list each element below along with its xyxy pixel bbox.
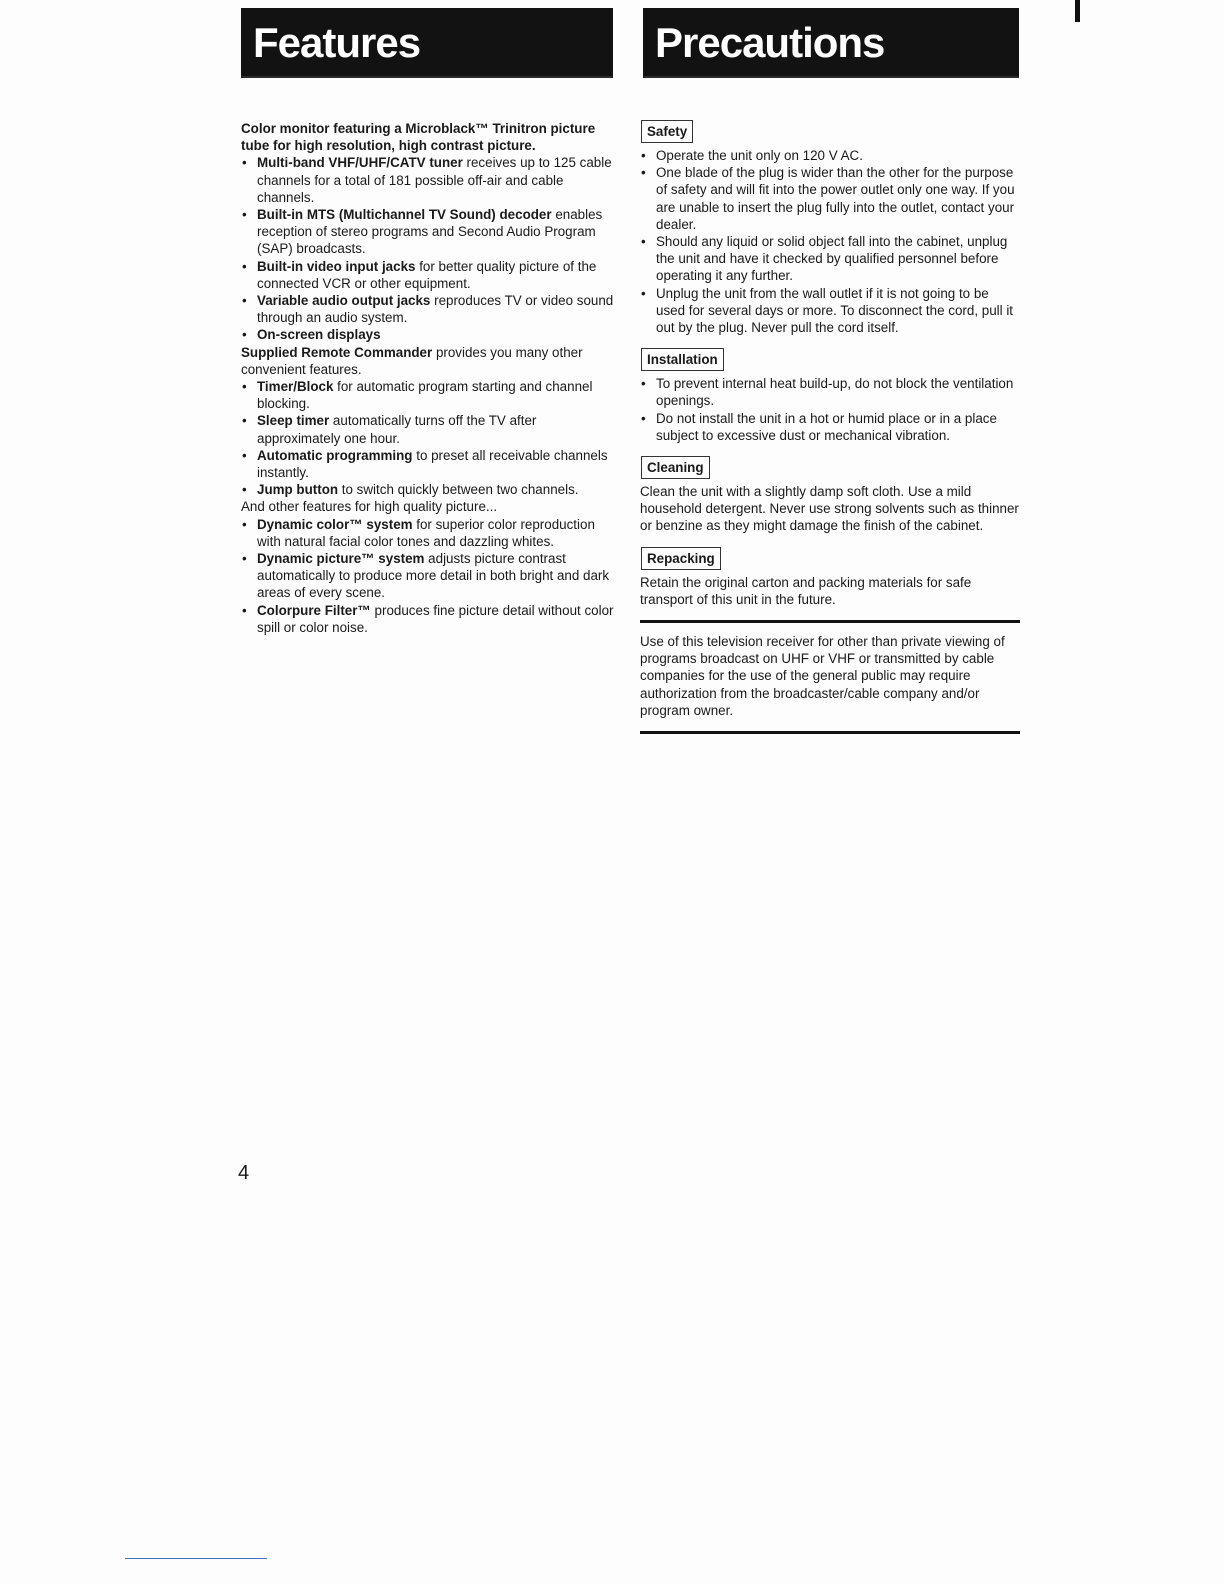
repacking-section xyxy=(640,547,1020,608)
installation-label: Installation xyxy=(641,348,724,371)
safety-list xyxy=(640,147,1020,336)
list-item: • Dynamic picture™ system adjusts picture contrast automatically to produce more detail in both bright and dark areas of every scene. xyxy=(241,550,616,602)
list-item: • One blade of the plug is wider than the other for the purpose of safety and will fit into the power outlet only one way. If you are unable to insert the plug fully into the outlet, contact your dealer. xyxy=(640,164,1020,233)
cleaning-section xyxy=(640,456,1020,535)
bottom-rule xyxy=(125,1558,267,1559)
safety-section xyxy=(640,120,1020,336)
features-list-picture xyxy=(241,516,616,636)
features-list-tuner xyxy=(241,154,616,343)
features-heading: Features xyxy=(241,8,613,78)
list-item: • Variable audio output jacks reproduces TV or video sound through an audio system. xyxy=(241,292,616,326)
page-number: 4 xyxy=(238,1162,250,1184)
list-item: • Unplug the unit from the wall outlet if it is not going to be used for several days or more. To disconnect the cord, pull it out by the plug. Never pull the cord itself. xyxy=(640,285,1020,337)
remote-intro: Supplied Remote Commander provides you many other convenient features. xyxy=(241,344,583,377)
notice-text: Use of this television receiver for other than private viewing of programs broadcast on UHF or VHF or transmitted by cable companies for the use of the general public may require authorization from the broadcaster/cable company and/or program owner. xyxy=(640,634,1005,718)
list-item: • Built-in video input jacks for better quality picture of the connected VCR or other equipment. xyxy=(241,258,616,292)
installation-list xyxy=(640,375,1020,444)
list-item: • Do not install the unit in a hot or humid place or in a place subject to excessive dust or mechanical vibration. xyxy=(640,410,1020,444)
features-list-remote xyxy=(241,378,616,498)
installation-section xyxy=(640,348,1020,444)
repacking-text: Retain the original carton and packing materials for safe transport of this unit in the future. xyxy=(640,574,972,607)
other-features-intro: And other features for high quality picture... xyxy=(241,499,498,515)
list-item: • Dynamic color™ system for superior color reproduction with natural facial color tones and dazzling whites. xyxy=(241,516,616,550)
list-item: • Operate the unit only on 120 V AC. xyxy=(640,147,1020,164)
list-item: • Jump button to switch quickly between two channels. xyxy=(241,481,616,498)
list-item: • On-screen displays xyxy=(241,326,616,343)
precautions-column xyxy=(640,120,1020,734)
page-edge-mark xyxy=(1075,0,1080,22)
safety-label: Safety xyxy=(641,120,693,143)
broadcast-notice xyxy=(640,620,1020,734)
repacking-label: Repacking xyxy=(641,547,721,570)
cleaning-label: Cleaning xyxy=(641,456,710,479)
list-item: • Multi-band VHF/UHF/CATV tuner receives up to 125 cable channels for a total of 181 possible off-air and cable channels. xyxy=(241,154,616,206)
list-item: • Colorpure Filter™ produces fine picture detail without color spill or color noise. xyxy=(241,602,616,636)
precautions-heading: Precautions xyxy=(643,8,1019,78)
list-item: • Sleep timer automatically turns off the TV after approximately one hour. xyxy=(241,412,616,446)
features-intro: Color monitor featuring a Microblack™ Trinitron picture tube for high resolution, high contrast picture. xyxy=(241,121,596,154)
cleaning-text: Clean the unit with a slightly damp soft cloth. Use a mild household detergent. Never use strong solvents such as thinner or benzine as they might damage the finish of the cabinet. xyxy=(640,484,1019,534)
list-item: • Automatic programming to preset all receivable channels instantly. xyxy=(241,447,616,481)
list-item: • To prevent internal heat build-up, do not block the ventilation openings. xyxy=(640,375,1020,409)
list-item: • Should any liquid or solid object fall into the cabinet, unplug the unit and have it checked by qualified personnel before operating it any further. xyxy=(640,233,1020,285)
list-item: • Timer/Block for automatic program starting and channel blocking. xyxy=(241,378,616,412)
features-column xyxy=(241,120,616,636)
list-item: • Built-in MTS (Multichannel TV Sound) decoder enables reception of stereo programs and Second Audio Program (SAP) broadcasts. xyxy=(241,206,616,258)
